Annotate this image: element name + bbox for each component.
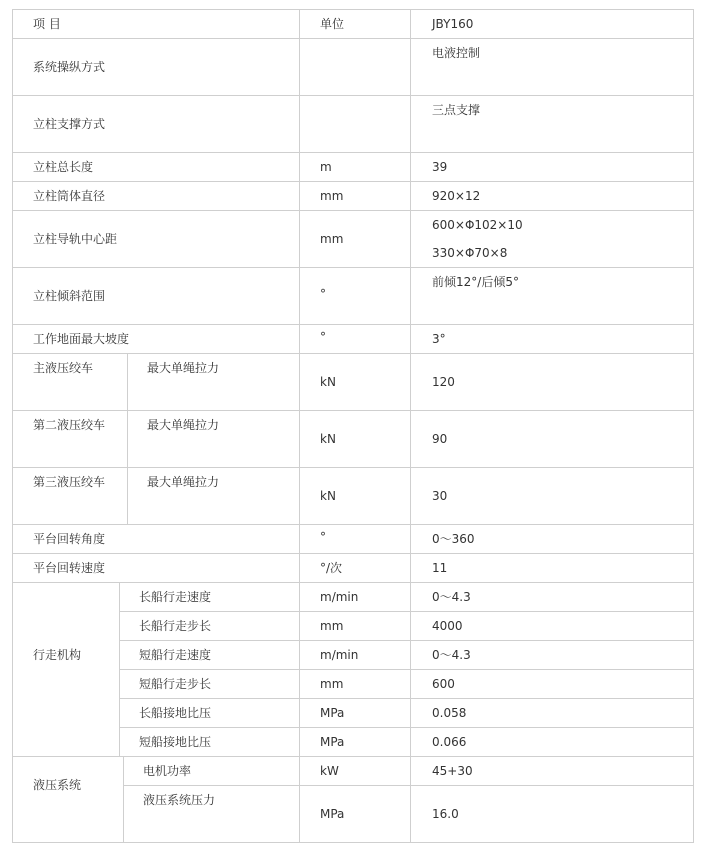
table-rule <box>119 669 694 670</box>
row-sub-label: 长船接地比压 <box>139 706 212 720</box>
table-rule <box>123 756 124 843</box>
row-unit: m <box>320 160 332 174</box>
row-unit: mm <box>320 189 344 203</box>
table-rule <box>12 410 694 411</box>
table-rule <box>12 9 13 843</box>
table-rule <box>12 210 694 211</box>
row-value: 0～360 <box>432 532 475 546</box>
table-rule <box>12 553 694 554</box>
table-rule <box>12 524 694 525</box>
row-value: 0～4.3 <box>432 648 471 662</box>
table-rule <box>119 727 694 728</box>
row-value: 0.066 <box>432 735 467 749</box>
row-unit: kN <box>320 375 336 389</box>
row-sub-label: 短船行走速度 <box>139 648 212 662</box>
table-rule <box>119 640 694 641</box>
row-value: 330×Φ70×8 <box>432 246 508 260</box>
row-label: 立柱总长度 <box>33 160 94 174</box>
table-rule <box>12 38 694 39</box>
row-unit: m/min <box>320 648 359 662</box>
header-item: 项 目 <box>33 17 61 31</box>
row-sub-label: 长船行走速度 <box>139 590 212 604</box>
table-rule <box>12 582 694 583</box>
row-unit: m/min <box>320 590 359 604</box>
row-unit: mm <box>320 677 344 691</box>
row-label: 第三液压绞车 <box>33 475 106 489</box>
row-unit: °/次 <box>320 561 343 575</box>
row-value: 45+30 <box>432 764 473 778</box>
row-value: 920×12 <box>432 189 481 203</box>
row-unit: kN <box>320 432 336 446</box>
table-rule <box>12 324 694 325</box>
row-label: 立柱导轨中心距 <box>33 232 118 246</box>
table-rule <box>12 9 694 10</box>
row-value: 30 <box>432 489 448 503</box>
header-unit: 单位 <box>320 17 345 31</box>
table-rule <box>119 611 694 612</box>
row-unit: ° <box>320 330 326 344</box>
table-rule <box>119 698 694 699</box>
row-value: 90 <box>432 432 448 446</box>
row-sub-label: 最大单绳拉力 <box>147 418 220 432</box>
row-value: 0.058 <box>432 706 467 720</box>
row-sub-label: 短船行走步长 <box>139 677 212 691</box>
row-unit: MPa <box>320 807 345 821</box>
row-unit: mm <box>320 619 344 633</box>
row-unit: mm <box>320 232 344 246</box>
row-label: 平台回转角度 <box>33 532 106 546</box>
table-rule <box>12 152 694 153</box>
row-value: 3° <box>432 332 446 346</box>
table-rule <box>12 267 694 268</box>
header-model: JBY160 <box>432 17 474 31</box>
table-rule <box>119 582 120 757</box>
row-label: 立柱倾斜范围 <box>33 289 106 303</box>
table-rule <box>12 756 694 757</box>
table-rule <box>12 181 694 182</box>
table-rule <box>127 353 128 525</box>
row-label: 平台回转速度 <box>33 561 106 575</box>
table-rule <box>12 467 694 468</box>
group-label: 液压系统 <box>33 778 82 792</box>
table-rule <box>299 9 300 843</box>
row-label: 工作地面最大坡度 <box>33 332 130 346</box>
group-label: 行走机构 <box>33 648 82 662</box>
row-value: 三点支撑 <box>432 103 481 117</box>
row-value: 4000 <box>432 619 463 633</box>
row-label: 立柱筒体直径 <box>33 189 106 203</box>
table-rule <box>12 353 694 354</box>
table-rule <box>123 785 694 786</box>
row-value: 11 <box>432 561 448 575</box>
table-rule <box>693 9 694 843</box>
row-sub-label: 液压系统压力 <box>143 793 216 807</box>
row-value: 600×Φ102×10 <box>432 218 523 232</box>
row-sub-label: 长船行走步长 <box>139 619 212 633</box>
row-unit: MPa <box>320 706 345 720</box>
row-value: 39 <box>432 160 448 174</box>
table-rule <box>12 95 694 96</box>
row-sub-label: 最大单绳拉力 <box>147 475 220 489</box>
row-value: 600 <box>432 677 455 691</box>
row-label: 主液压绞车 <box>33 361 94 375</box>
row-unit: kN <box>320 489 336 503</box>
row-sub-label: 电机功率 <box>143 764 192 778</box>
row-sub-label: 最大单绳拉力 <box>147 361 220 375</box>
row-value: 16.0 <box>432 807 459 821</box>
row-label: 第二液压绞车 <box>33 418 106 432</box>
row-unit: ° <box>320 287 326 301</box>
table-rule <box>410 9 411 843</box>
row-value: 0～4.3 <box>432 590 471 604</box>
row-sub-label: 短船接地比压 <box>139 735 212 749</box>
row-unit: kW <box>320 764 339 778</box>
table-rule <box>12 842 694 843</box>
row-value: 电液控制 <box>432 46 481 60</box>
row-label: 立柱支撑方式 <box>33 117 106 131</box>
row-value: 前倾12°/后倾5° <box>432 275 519 289</box>
row-unit: MPa <box>320 735 345 749</box>
row-unit: ° <box>320 530 326 544</box>
row-value: 120 <box>432 375 455 389</box>
row-label: 系统操纵方式 <box>33 60 106 74</box>
